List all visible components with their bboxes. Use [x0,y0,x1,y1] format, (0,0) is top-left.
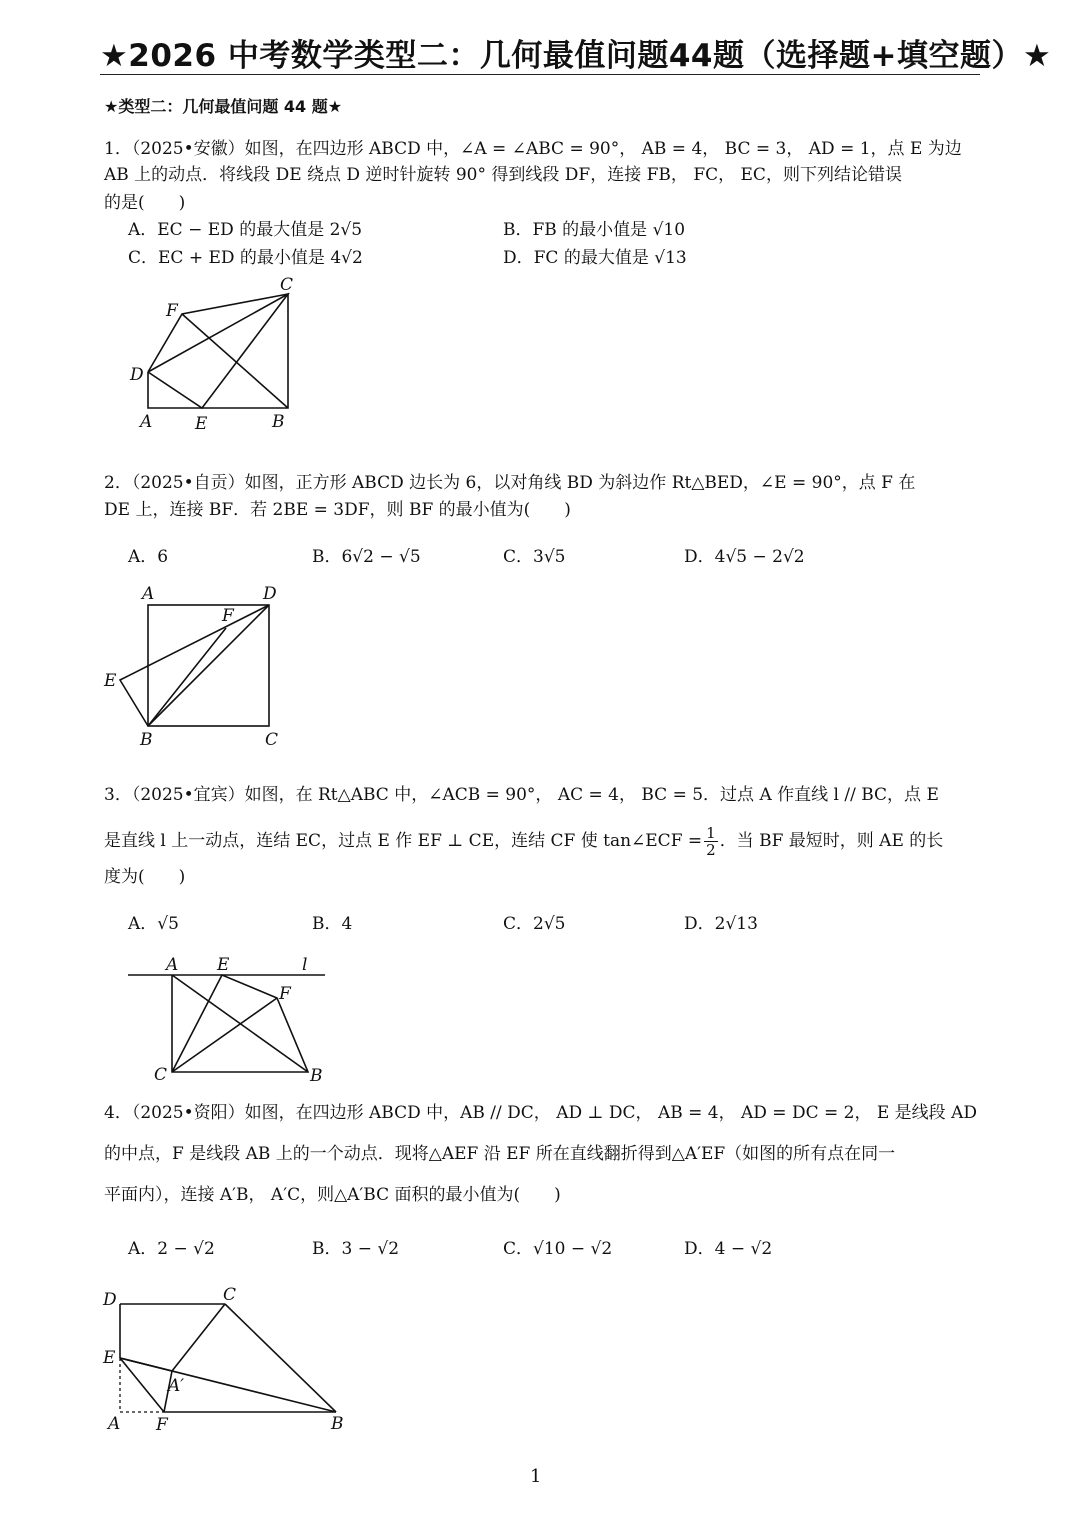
q4-option-a[interactable]: A．2 − √2 [128,1239,215,1259]
q1-label-f: F [166,301,178,321]
q2-label-f: F [222,606,234,626]
q3-option-a[interactable]: A．√5 [128,914,179,934]
q3-label-f: F [279,984,291,1004]
q2-label-a: A [142,584,155,604]
q3-line-2-text: 是直线 l 上一动点，连结 EC，过点 E 作 EF ⊥ CE，连结 CF 使 tan∠ECF = [104,831,703,851]
q1-label-a: A [140,412,153,432]
q4-figure [100,1283,360,1438]
q4-label-c: C [223,1285,237,1305]
q3-fraction-numerator: 1 [706,824,716,842]
q2-label-e: E [104,671,117,691]
q1-option-a[interactable]: A．EC − ED 的最大值是 2√5 [128,220,363,240]
q3-label-c: C [154,1065,168,1085]
section-heading: ★类型二：几何最值问题 44 题★ [104,97,343,116]
q1-option-b[interactable]: B．FB 的最小值是 √10 [503,220,686,240]
q1-option-c[interactable]: C．EC + ED 的最小值是 4√2 [128,248,363,268]
q3-fraction-denominator: 2 [706,841,716,859]
q4-label-f: F [156,1415,168,1435]
q2-line-2: DE 上，连接 BF．若 2BE = 3DF，则 BF 的最小值为( ) [104,500,571,520]
document-title: ★2026 中考数学类型二：几何最值问题44题（选择题+填空题）★ [100,38,1052,74]
q3-label-l: l [302,955,308,975]
q2-option-b[interactable]: B．6√2 − √5 [312,547,421,567]
q1-label-c: C [280,275,294,295]
q1-line-3: 的是( ) [104,193,186,213]
q1-option-d[interactable]: D．FC 的最大值是 √13 [503,248,687,268]
q1-line-1: 1．（2025•安徽）如图，在四边形 ABCD 中，∠A = ∠ABC = 90°， AB = 4， BC = 3， AD = 1，点 E 为边 [104,139,962,159]
q4-line-2: 的中点，F 是线段 AB 上的一个动点．现将△AEF 沿 EF 所在直线翻折得到△A′EF（如图的所有点在同一 [104,1144,896,1164]
q3-fraction [704,825,718,858]
title-rule [100,74,980,75]
q2-option-c[interactable]: C．3√5 [503,547,566,567]
q2-label-d: D [263,584,277,604]
page-number: 1 [530,1466,542,1487]
q3-option-c[interactable]: C．2√5 [503,914,566,934]
q3-option-b[interactable]: B．4 [312,914,353,934]
q2-figure [100,582,300,752]
q2-option-d[interactable]: D．4√5 − 2√2 [684,547,805,567]
q3-line-3: 度为( ) [104,867,186,887]
q3-line-1: 3．（2025•宜宾）如图，在 Rt△ABC 中，∠ACB = 90°， AC = 4， BC = 5．过点 A 作直线 l // BC，点 E [104,785,939,805]
q1-figure [120,270,320,440]
q4-option-c[interactable]: C．√10 − √2 [503,1239,613,1259]
q3-figure [120,950,340,1085]
q4-option-d[interactable]: D．4 − √2 [684,1239,773,1259]
q1-line-2: AB 上的动点．将线段 DE 绕点 D 逆时针旋转 90° 得到线段 DF，连接 FB， FC， EC，则下列结论错误 [104,165,902,185]
q2-label-c: C [265,730,279,750]
q1-label-e: E [195,414,208,434]
q4-label-d: D [103,1290,117,1310]
q2-label-b: B [140,730,153,750]
q4-label-a: A [108,1414,121,1434]
q4-option-b[interactable]: B．3 − √2 [312,1239,400,1259]
q1-label-d: D [130,365,144,385]
q4-label-b: B [331,1414,344,1434]
q4-label-e: E [103,1348,116,1368]
q3-label-b: B [310,1066,323,1086]
q3-label-a: A [166,955,179,975]
q4-line-3: 平面内），连接 A′B， A′C，则△A′BC 面积的最小值为( ) [104,1185,561,1205]
q4-line-1: 4．（2025•资阳）如图，在四边形 ABCD 中，AB // DC， AD ⊥ DC， AB = 4， AD = DC = 2， E 是线段 AD [104,1103,977,1123]
q4-label-a-prime: A′ [168,1376,185,1396]
q1-label-b: B [272,412,285,432]
q3-option-d[interactable]: D．2√13 [684,914,758,934]
q3-label-e: E [217,955,230,975]
q2-option-a[interactable]: A．6 [128,547,169,567]
q3-line-2 [104,825,943,858]
q2-line-1: 2．（2025•自贡）如图，正方形 ABCD 边长为 6，以对角线 BD 为斜边作 Rt△BED，∠E = 90°，点 F 在 [104,473,916,493]
q3-line-2-tail: ．当 BF 最短时，则 AE 的长 [719,831,944,851]
